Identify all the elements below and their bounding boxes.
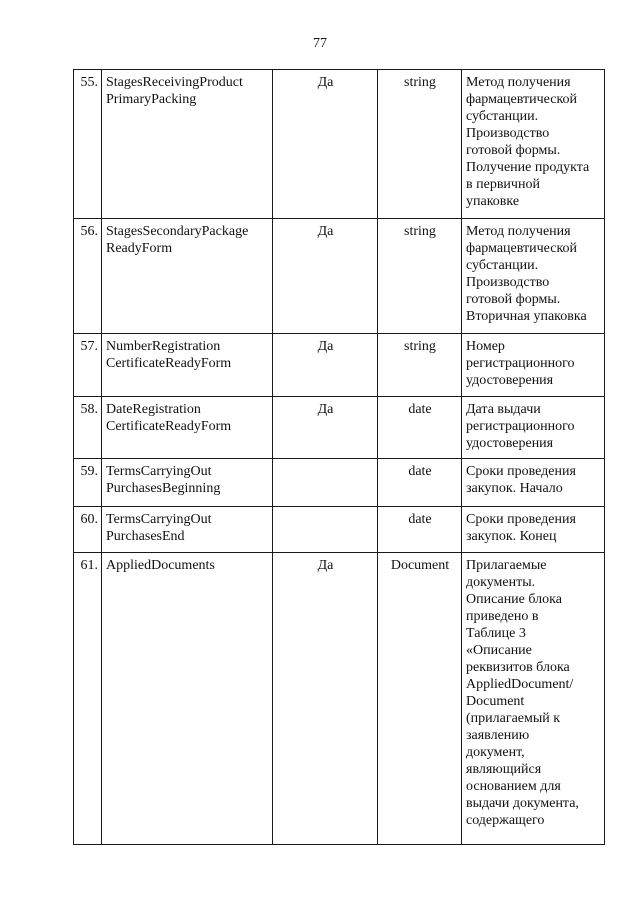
table-row bbox=[74, 459, 605, 507]
description-line: содержащего bbox=[466, 813, 545, 828]
required-flag: Да bbox=[273, 397, 378, 459]
description-line: готовой формы. bbox=[466, 292, 561, 307]
requisites-table bbox=[73, 69, 605, 845]
requisite-name bbox=[102, 459, 273, 507]
requisite-name bbox=[102, 219, 273, 334]
requisite-name-line: DateRegistration bbox=[106, 402, 201, 417]
description-line: фармацевтической bbox=[466, 92, 578, 107]
requisite-name-line: PurchasesEnd bbox=[106, 529, 185, 544]
description-line: удостоверения bbox=[466, 373, 554, 388]
table-row bbox=[74, 219, 605, 334]
description bbox=[462, 397, 605, 459]
requisite-name-line: AppliedDocuments bbox=[106, 558, 215, 573]
page-number: 77 bbox=[313, 36, 327, 51]
data-type: Document bbox=[378, 553, 462, 845]
requisite-name-line: StagesSecondaryPackage bbox=[106, 224, 249, 239]
row-number: 61. bbox=[74, 553, 102, 845]
data-type: string bbox=[378, 219, 462, 334]
row-number: 60. bbox=[74, 507, 102, 553]
description-line: Прилагаемые bbox=[466, 558, 547, 573]
requisite-name-line: ReadyForm bbox=[106, 241, 173, 256]
description-line: фармацевтической bbox=[466, 241, 578, 256]
requisite-name-line: PrimaryPacking bbox=[106, 92, 197, 107]
description-line: Получение продукта bbox=[466, 160, 590, 175]
description-line: основанием для bbox=[466, 779, 561, 794]
description bbox=[462, 459, 605, 507]
table-row bbox=[74, 553, 605, 845]
row-number: 56. bbox=[74, 219, 102, 334]
description bbox=[462, 507, 605, 553]
requisite-name-line: PurchasesBeginning bbox=[106, 481, 221, 496]
table-row bbox=[74, 507, 605, 553]
description-line: упаковке bbox=[466, 194, 520, 209]
description-line: Document bbox=[466, 694, 525, 709]
requisite-name bbox=[102, 70, 273, 219]
description bbox=[462, 219, 605, 334]
required-flag bbox=[273, 459, 378, 507]
table-body bbox=[74, 70, 605, 845]
description-line: документы. bbox=[466, 575, 536, 590]
requisite-name-line: CertificateReadyForm bbox=[106, 356, 232, 371]
requisite-name bbox=[102, 334, 273, 397]
required-flag: Да bbox=[273, 553, 378, 845]
description-line: Метод получения bbox=[466, 75, 571, 90]
description-line: субстанции. bbox=[466, 109, 539, 124]
description-line: Таблице 3 bbox=[466, 626, 526, 641]
row-number: 55. bbox=[74, 70, 102, 219]
table-row bbox=[74, 70, 605, 219]
description-line: реквизитов блока bbox=[466, 660, 570, 675]
description-line: готовой формы. bbox=[466, 143, 561, 158]
description-line: удостоверения bbox=[466, 436, 554, 451]
description bbox=[462, 70, 605, 219]
requisite-name bbox=[102, 397, 273, 459]
description-line: закупок. Начало bbox=[466, 481, 563, 496]
description-line: документ, bbox=[466, 745, 525, 760]
requisite-name-line: StagesReceivingProduct bbox=[106, 75, 243, 90]
description-line: регистрационного bbox=[466, 356, 575, 371]
requisite-name bbox=[102, 553, 273, 845]
description-line: Дата выдачи bbox=[466, 402, 541, 417]
description-line: субстанции. bbox=[466, 258, 539, 273]
description bbox=[462, 334, 605, 397]
required-flag: Да bbox=[273, 70, 378, 219]
description bbox=[462, 553, 605, 845]
description-line: являющийся bbox=[466, 762, 542, 777]
description-line: Метод получения bbox=[466, 224, 571, 239]
description-line: в первичной bbox=[466, 177, 540, 192]
description-line: Описание блока bbox=[466, 592, 562, 607]
description-line: закупок. Конец bbox=[466, 529, 557, 544]
data-type: string bbox=[378, 334, 462, 397]
description-line: Сроки проведения bbox=[466, 464, 576, 479]
description-line: Сроки проведения bbox=[466, 512, 576, 527]
description-line: (прилагаемый к bbox=[466, 711, 561, 726]
required-flag: Да bbox=[273, 219, 378, 334]
required-flag bbox=[273, 507, 378, 553]
data-type: date bbox=[378, 397, 462, 459]
description-line: Номер bbox=[466, 339, 505, 354]
description-line: Производство bbox=[466, 275, 550, 290]
requisite-name-line: TermsCarryingOut bbox=[106, 512, 212, 527]
table-row bbox=[74, 334, 605, 397]
description-line: Вторичная упаковка bbox=[466, 309, 587, 324]
requisite-name bbox=[102, 507, 273, 553]
description-line: регистрационного bbox=[466, 419, 575, 434]
description-line: Производство bbox=[466, 126, 550, 141]
row-number: 58. bbox=[74, 397, 102, 459]
row-number: 57. bbox=[74, 334, 102, 397]
data-type: string bbox=[378, 70, 462, 219]
data-type: date bbox=[378, 507, 462, 553]
description-line: выдачи документа, bbox=[466, 796, 579, 811]
required-flag: Да bbox=[273, 334, 378, 397]
table-row bbox=[74, 397, 605, 459]
row-number: 59. bbox=[74, 459, 102, 507]
data-type: date bbox=[378, 459, 462, 507]
description-line: AppliedDocument/ bbox=[466, 677, 574, 692]
requisite-name-line: TermsCarryingOut bbox=[106, 464, 212, 479]
description-line: «Описание bbox=[466, 643, 532, 658]
description-line: заявлению bbox=[466, 728, 530, 743]
requisite-name-line: CertificateReadyForm bbox=[106, 419, 232, 434]
requisite-name-line: NumberRegistration bbox=[106, 339, 221, 354]
description-line: приведено в bbox=[466, 609, 539, 624]
